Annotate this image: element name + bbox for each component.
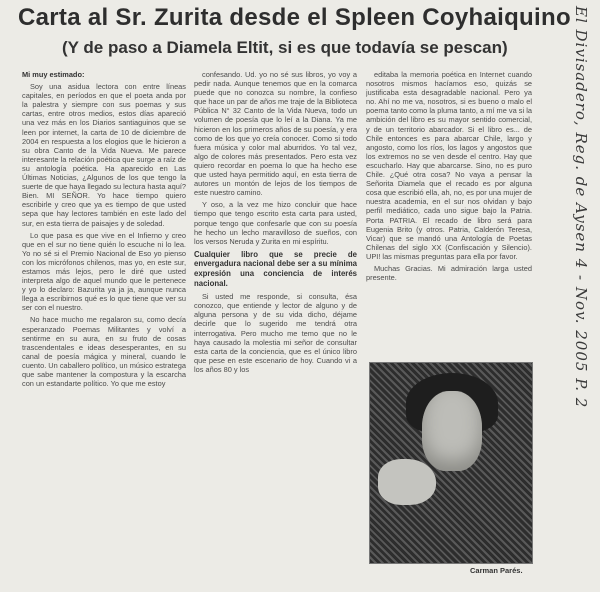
column3-paragraph: Muchas Gracias. Mi admiración larga usted presente. <box>366 263 532 283</box>
column1-paragraph: Lo que pasa es que vive en el Infierno y creo que en el sur no tiene quién lo escuche ni lo lea. Yo no sé si el Premio Nacional de Eso yo pienso con los micrófonos chilenos, mas yo, en este sur, estamos más lejos, pero le diré que usted interpreta algo de aquel mundo que le pertenece y yo lo declaro: Bazurita ya ja ja, aunque nunca llega a escribirnos qué es lo que tiene que ver su ser con el nuestro. <box>22 230 186 313</box>
column3-paragraph: editaba la memoria poética en Internet cuando nosotros mismos hacíamos eso, quizás se justificaba esta desagradable nacional. Pero ya no. Ahí no me va, nosotros, si es bueno o malo el poema tanto como la pluma tanto, a mí me va si la ambición del libro es su mayor sentido comercial, y de un territorio abarcador. Si el libro es... de Chile entonces es para abarcar Chile, largo y angosto, como los ríos, los lagos y angostos que los extremos no se ven desde el centro. Hay que escucharlo. Hay que abarcarse. Sino, no es puro Chile. ¿Qué otra cosa? No vaya a pensar la Señorita Diamela que el recado es por alguna cosa que escribió ella, ah, no, es por una mujer de nuestra academia, en el sur nos olvidan y bajo perfil mediático, cada uno sigue bajo la Patria. Porta PATRIA. El recado de libro será para Eugenia Brito (y otros. Patria, Calderón Teresa, Vicar) que se mandó una Antología de Poetas Chilenas del siglo XX (Confiscación y Silencio). UPI! las mismas preguntas para ella por favor. <box>366 70 532 261</box>
subheadline: (Y de paso a Diamela Eltit, si es que todavía se pescan) <box>62 38 508 57</box>
salutation: Mi muy estimado: <box>22 70 85 79</box>
column2-paragraph: confesando. Ud. yo no sé sus libros, yo voy a pedir nada. Aunque tenemos que en la comarca puede que no conozca su nombre, la confieso que hace un par de años me traje de la Biblioteca Pública N° 32 Canto de la Vida Nueva, todo un volumen de poesía que lo leí a la Diana. Ya me hicieron en los primeros años de su poesía, y era como de los que yo creía conocer. Como si todo fuera música y color mal aburridos. Yo tal vez, algo de colores más presentados. Pero esta vez quiero recordar en poema lo que ha hecho ese que usted haya permitido aquí, en esta tierra de autores un montón de lejos de los tiempos de este nuestro camino. <box>194 70 357 198</box>
photo-caption: Carman Parés. <box>470 566 523 575</box>
handwritten-annotation: El Divisadero, Reg. de Aysen 4 - Nov. 2005 P. 2 <box>572 6 590 409</box>
column1-paragraph: Soy una asidua lectora con entre líneas capitales, en períodos en que el poeta anda por la palestra y siempre con sus poemas y sus cartas, entre otros medios, estos días apareció una vez más en los Diarios santiaguinos que se leen por internet, la carta de 10 de diciembre de 2004 en respuesta a los elogios que le hicieron a su obra Canto de la Vida Nueva. Me parece interesante la relación poética que surge a raíz de su antología poética. Ha aparecido en Las Últimas Noticias, ¿Algunos de los que tengo la suerte de que haya llegado su lectura hasta aquí? Bien. MI SEÑOR. Yo hace tiempo quiero escribirle y creo que ya es tiempo de que usted sepa que hay lectores también en este lado del sur, en esta tierra de paisajes y de soledad. <box>22 82 186 228</box>
photo-hand <box>378 459 436 505</box>
pull-quote: Cualquier libro que se precie de envergadura nacional debe ser a su mínima expresión una conciencia de interés nacional. <box>194 249 357 288</box>
column2-paragraph: Si usted me responde, si consulta, ésa conozco, que entiende y lector de alguno y de alguna persona y de su vida dicho, déjame decirle que lo sugerido me tendrá otra interrogativa. Pero mucho me temo que no le haya causado la molestia mi señor de consultar esta carta de la conciencia, que es el único libro que pese en este escenario de hoy. Cuando vi a los años 80 y los <box>194 292 357 374</box>
article-column-3 <box>366 70 532 358</box>
article-column-1 <box>22 70 186 590</box>
headline: Carta al Sr. Zurita desde el Spleen Coyhaiquino <box>18 4 571 31</box>
photo-face <box>422 391 482 471</box>
author-photo <box>369 362 533 564</box>
column1-paragraph: No hace mucho me regalaron su, como decía esperanzado Poemas Militantes y volví a sentirme en su aura, en su fruto de cosas trascendentales e ideas desesperantes, en su canal de poesía mágica y mineral, cuando le cuento. Un caballero político, un músico estratega que sabe mantener la compostura y la escarcha con un estandarte político. Yo que me estoy <box>22 315 186 389</box>
article-column-2 <box>194 70 357 590</box>
column2-paragraph: Y oso, a la vez me hizo concluir que hace tiempo que tengo escrito esta carta para usted, porque tengo que confesarle que con su poesía he hecho un lecho maravilloso de sueños, con los versos Neruda y Zurita en mi espíritu. <box>194 200 357 246</box>
